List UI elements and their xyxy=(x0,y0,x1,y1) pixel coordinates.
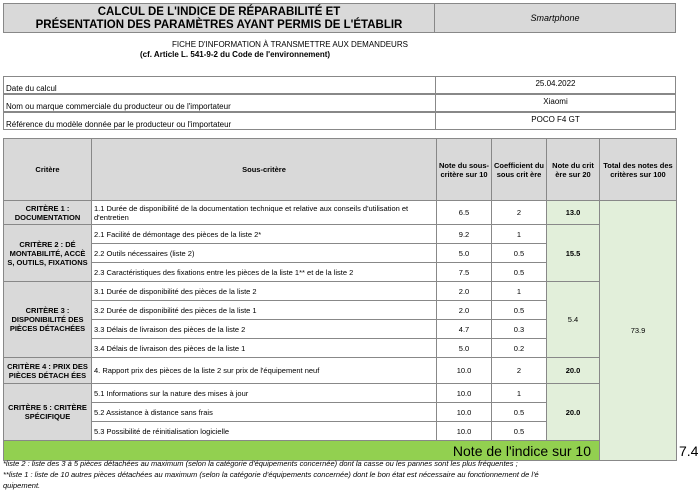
coef-cell: 0.3 xyxy=(492,320,547,339)
sous-critere-label: 3.2 Durée de disponibilité des pièces de la liste 1 xyxy=(92,301,437,320)
sous-critere-label: 4. Rapport prix des pièces de la liste 2 sur prix de l'équipement neuf xyxy=(92,358,437,384)
sous-critere-label: 5.3 Possibilité de réinitialisation logicielle xyxy=(92,422,437,441)
footnote-1: *liste 2 : liste des 3 à 5 pièces détachées au maximum (selon la catégorie d'équipements concernée) dont la casse ou les pannes sont les plus fréquentes ; xyxy=(3,459,518,468)
header-total: Total des notes des critères sur 100 xyxy=(600,139,677,201)
coef-cell: 1 xyxy=(492,384,547,403)
sous-critere-label: 3.3 Délais de livraison des pièces de la liste 2 xyxy=(92,320,437,339)
coef-cell: 0.2 xyxy=(492,339,547,358)
header-note10: Note du sous-critère sur 10 xyxy=(437,139,492,201)
info-value: Xiaomi xyxy=(543,97,568,106)
note10-cell: 4.7 xyxy=(437,320,492,339)
score-table: Critère Sous-critère Note du sous-critère sur 10 Coefficient du sous crit ère Note du crit ère sur 20 Total des notes des critères sur 100 CRITÈRE 1 : DOCUMENTATION 1.1 Durée de disponibilité de la documentation technique et relative aux conseils d'utilisation et d'entretien 6.5 2 13.0 73.9 CRITÈRE 2 : DÉ MONTABILITÉ, ACCÈ S, OUTILS, FIXATIONS 2.1 Facilité de démontage des pièces de la liste 2* 9.2 1 15.5 2.2 Outils nécessaires (liste 2) 5.0 0.5 2.3 Caractéristiques des fixations entre les pièces de la liste 1** et de la liste 2 7.5 0.5 CRITÈRE 3 : DISPONIBILITÉ DES PIÈCES DÉTACHÉES 3.1 Durée de disponibilité des pièces de la liste 2 2.0 1 5.4 3.2 Durée de disponibilité des pièces de la liste 1 2.0 0.5 3.3 Délais de livraison des pièces de la liste 2 4.7 0.3 3.4 Délais de livraison des pièces de la liste 1 5.0 0.2 CRITÈRE 4 : PRIX DES PIÈCES DÉTACH ÉES 4. Rapport prix des pièces de la liste 2 sur prix de l'équipement neuf 10.0 2 20.0 CRITÈRE 5 : CRITÈRE SPÉCIFIQUE 5.1 Informations sur la nature des mises à jour 10.0 1 20.0 5.2 Assistance à distance sans frais 10.0 0.5 5.3 Possibilité de réinitialisation logicielle 10.0 0.5 Note de l'indice sur 10 7.4 xyxy=(3,138,677,461)
sous-critere-label: 3.1 Durée de disponibilité des pièces de la liste 2 xyxy=(92,282,437,301)
note20-cell: 15.5 xyxy=(547,225,600,282)
product-category: Smartphone xyxy=(435,3,676,33)
note10-cell: 10.0 xyxy=(437,384,492,403)
title-line-1: CALCUL DE L'INDICE DE RÉPARABILITÉ ET xyxy=(97,6,341,18)
coef-cell: 0.5 xyxy=(492,263,547,282)
note10-cell: 7.5 xyxy=(437,263,492,282)
note10-cell: 9.2 xyxy=(437,225,492,244)
coef-cell: 2 xyxy=(492,201,547,225)
sous-critere-label: 2.1 Facilité de démontage des pièces de la liste 2* xyxy=(92,225,437,244)
coef-cell: 2 xyxy=(492,358,547,384)
note10-cell: 6.5 xyxy=(437,201,492,225)
header-coef: Coefficient du sous crit ère xyxy=(492,139,547,201)
fiche-line-2: (cf. Article L. 541-9-2 du Code de l'environnement) xyxy=(140,50,331,59)
sous-critere-label: 3.4 Délais de livraison des pièces de la liste 1 xyxy=(92,339,437,358)
info-label: Nom ou marque commerciale du producteur ou de l'importateur xyxy=(4,95,436,111)
critere-name: CRITÈRE 3 : DISPONIBILITÉ DES PIÈCES DÉTACHÉES xyxy=(4,282,92,358)
critere-name: CRITÈRE 2 : DÉ MONTABILITÉ, ACCÈ S, OUTILS, FIXATIONS xyxy=(4,225,92,282)
note10-cell: 10.0 xyxy=(437,422,492,441)
sous-critere-label: 2.2 Outils nécessaires (liste 2) xyxy=(92,244,437,263)
note20-cell: 13.0 xyxy=(547,201,600,225)
sous-critere-label: 2.3 Caractéristiques des fixations entre les pièces de la liste 1** et de la liste 2 xyxy=(92,263,437,282)
critere-name: CRITÈRE 5 : CRITÈRE SPÉCIFIQUE xyxy=(4,384,92,441)
note10-cell: 10.0 xyxy=(437,358,492,384)
header-sous-critere: Sous-critère xyxy=(92,139,437,201)
coef-cell: 0.5 xyxy=(492,244,547,263)
total-cell: 73.9 xyxy=(600,201,677,461)
info-label: Date du calcul xyxy=(4,77,436,93)
coef-cell: 0.5 xyxy=(492,422,547,441)
sous-critere-label: 5.1 Informations sur la nature des mises à jour xyxy=(92,384,437,403)
footnote-3: quipement. xyxy=(3,481,41,490)
info-row-model xyxy=(3,112,676,130)
fiche-info xyxy=(140,40,440,60)
note10-cell: 2.0 xyxy=(437,301,492,320)
note10-cell: 10.0 xyxy=(437,403,492,422)
info-value: POCO F4 GT xyxy=(531,115,580,124)
critere-name: CRITÈRE 1 : DOCUMENTATION xyxy=(4,201,92,225)
note10-cell: 5.0 xyxy=(437,244,492,263)
info-row-brand xyxy=(3,94,676,112)
coef-cell: 0.5 xyxy=(492,301,547,320)
fiche-line-1: FICHE D'INFORMATION À TRANSMETTRE AUX DEMANDEURS xyxy=(172,40,408,49)
coef-cell: 1 xyxy=(492,282,547,301)
critere-name: CRITÈRE 4 : PRIX DES PIÈCES DÉTACH ÉES xyxy=(4,358,92,384)
sous-critere-label: 5.2 Assistance à distance sans frais xyxy=(92,403,437,422)
info-row-date xyxy=(3,76,676,94)
note20-cell: 20.0 xyxy=(547,384,600,441)
note10-cell: 5.0 xyxy=(437,339,492,358)
header-critere: Critère xyxy=(4,139,92,201)
sous-critere-label: 1.1 Durée de disponibilité de la documentation technique et relative aux conseils d'utilisation et d'entretien xyxy=(92,201,437,225)
report-title xyxy=(3,3,435,33)
note20-cell: 5.4 xyxy=(547,282,600,358)
info-label: Référence du modèle donnée par le producteur ou l'importateur xyxy=(4,113,436,129)
note10-cell: 2.0 xyxy=(437,282,492,301)
title-line-2: PRÉSENTATION DES PARAMÈTRES AYANT PERMIS DE L'ÉTABLIR xyxy=(35,19,403,31)
coef-cell: 0.5 xyxy=(492,403,547,422)
coef-cell: 1 xyxy=(492,225,547,244)
index-note-label: Note de l'indice sur 10 xyxy=(4,441,600,461)
note20-cell: 20.0 xyxy=(547,358,600,384)
info-value: 25.04.2022 xyxy=(535,79,576,88)
footnote-2: **liste 1 : liste de 10 autres pièces détachées au maximum (selon la catégorie d'équipements concernée) dont le bon état est nécessaire au fonctionnement de l'é xyxy=(3,470,539,479)
header-note20: Note du crit ère sur 20 xyxy=(547,139,600,201)
